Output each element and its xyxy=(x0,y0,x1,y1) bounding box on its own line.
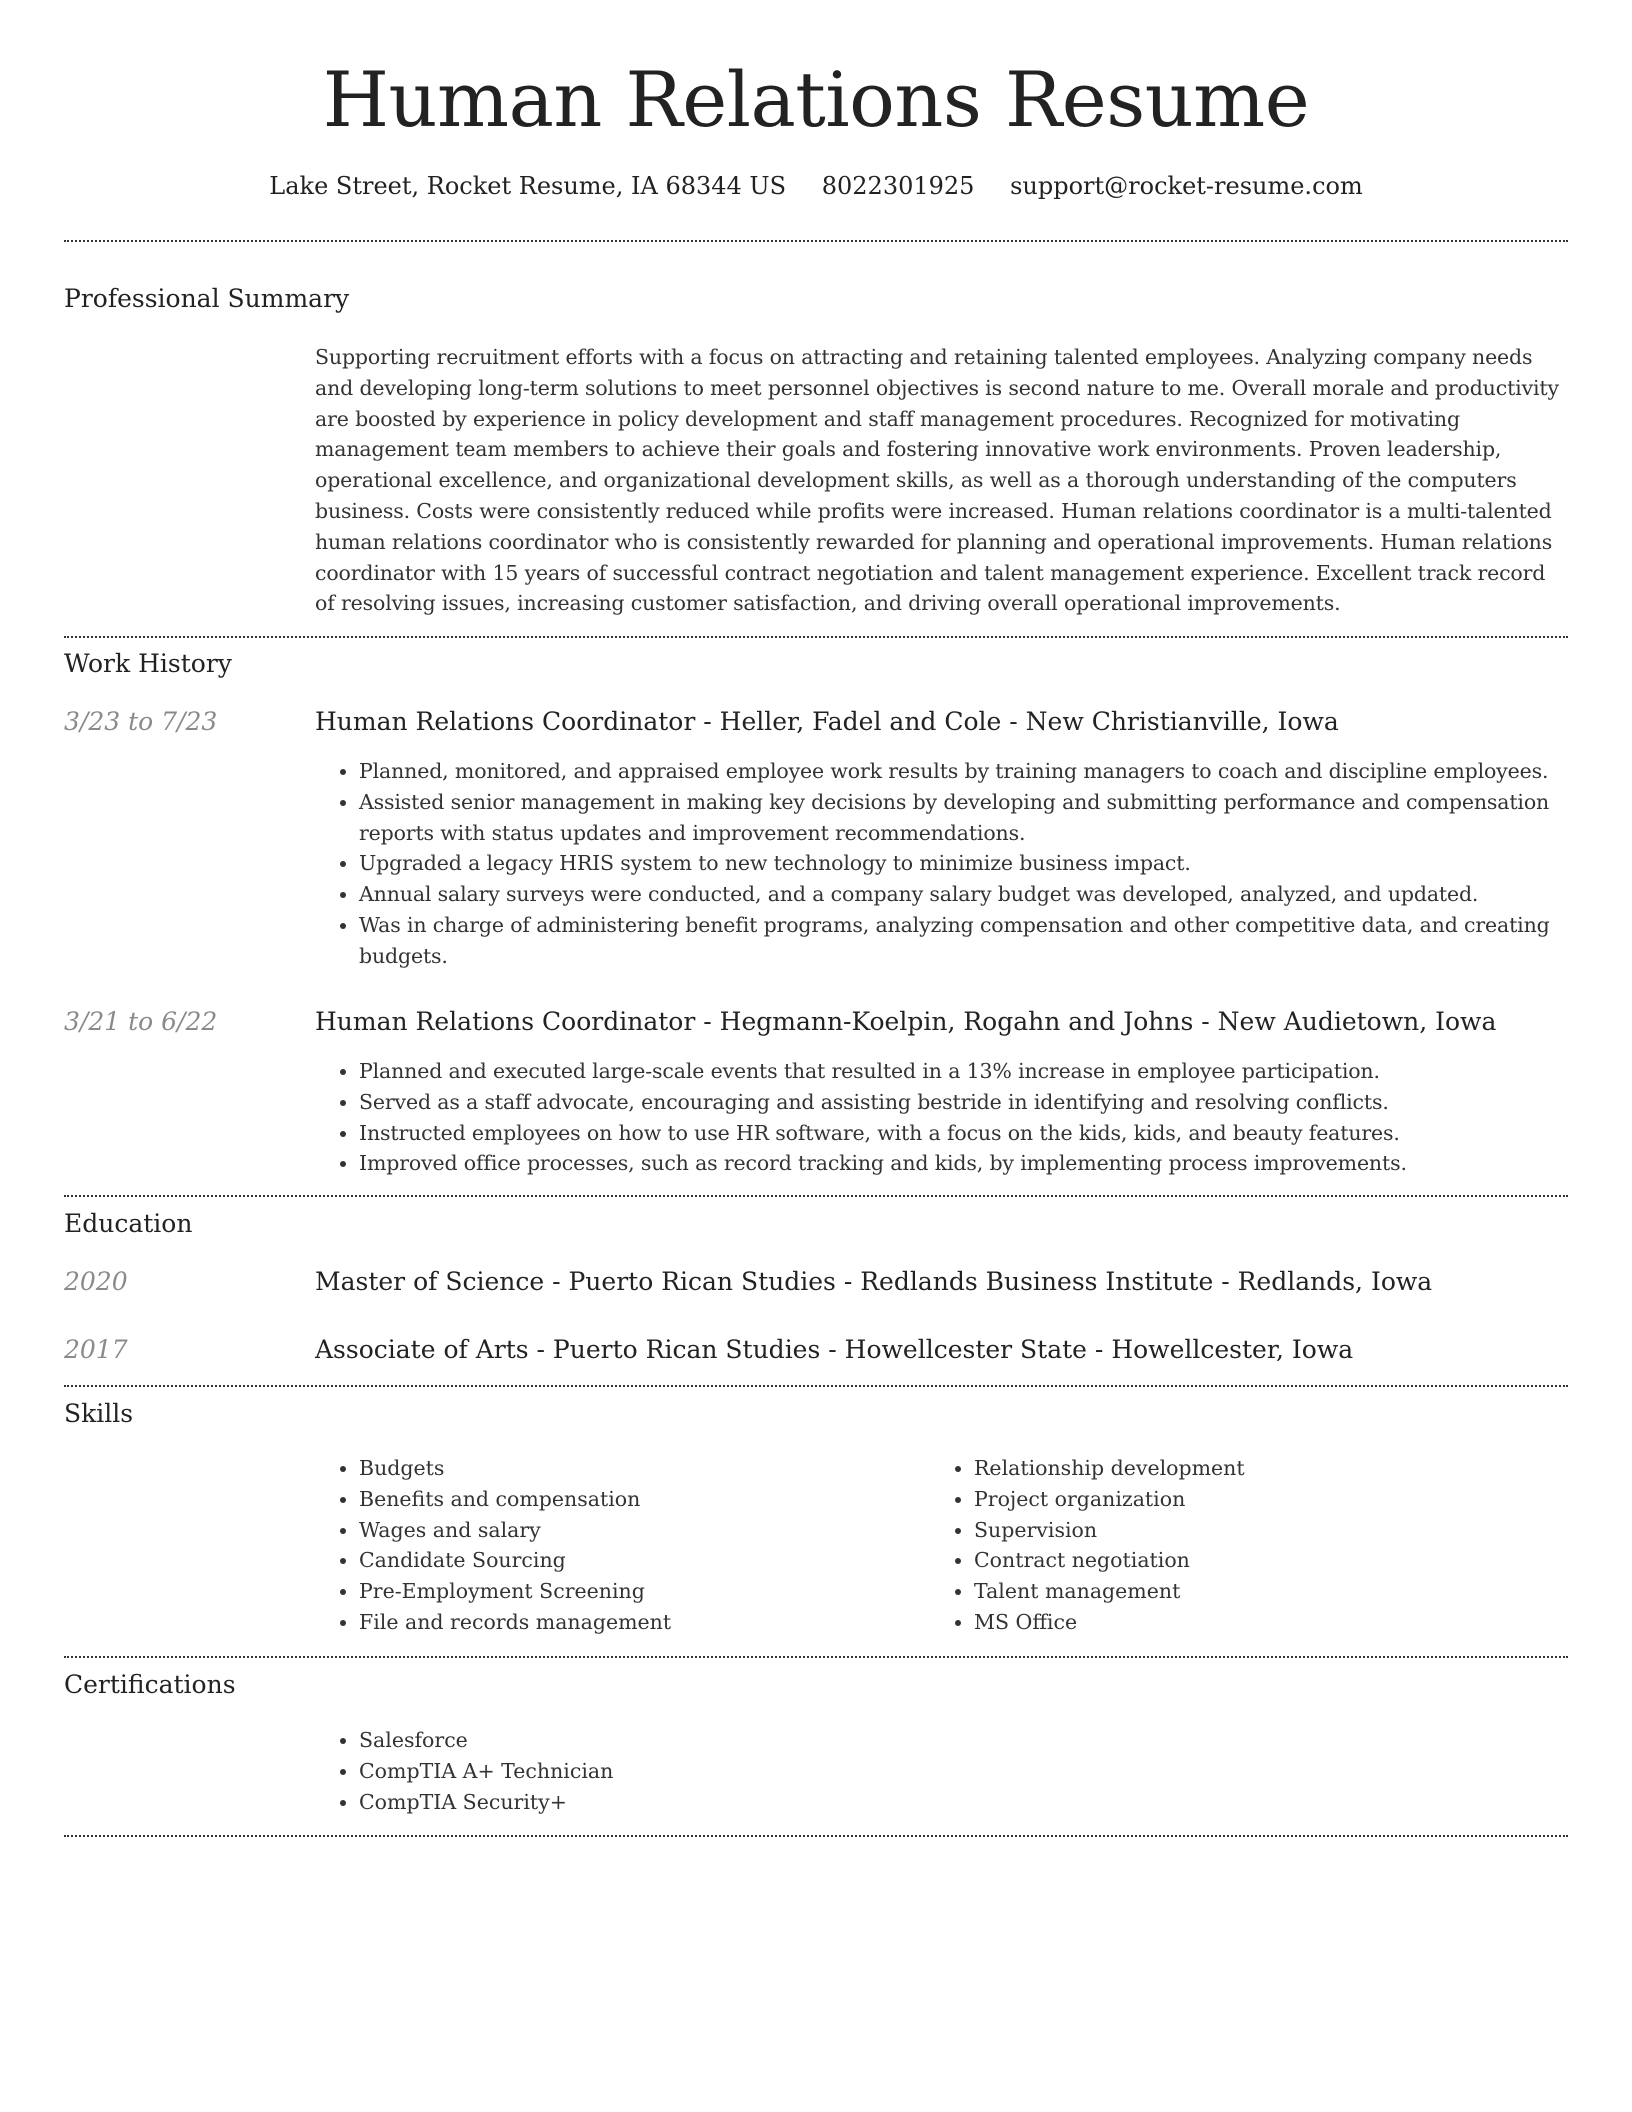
education-details: Redlands Business Institute - Redlands, Iowa xyxy=(860,1267,1433,1296)
list-item: • Supervision xyxy=(974,1515,1490,1546)
list-item: • CompTIA Security+ xyxy=(359,1787,875,1818)
list-item: • Talent management xyxy=(974,1576,1490,1607)
list-item: • Planned and executed large-scale events that resulted in a 13% increase in employee participation. xyxy=(359,1056,1565,1087)
divider xyxy=(64,1385,1568,1387)
divider xyxy=(64,636,1568,638)
list-item: • Candidate Sourcing xyxy=(359,1545,875,1576)
job-details: Hegmann-Koelpin, Rogahn and Johns - New Audietown, Iowa xyxy=(719,1007,1497,1036)
list-item: • CompTIA A+ Technician xyxy=(359,1756,875,1787)
divider xyxy=(64,240,1568,242)
list-item: • Upgraded a legacy HRIS system to new technology to minimize business impact. xyxy=(359,848,1565,879)
job-bullets xyxy=(315,756,1565,972)
education-year: 2017 xyxy=(64,1335,128,1364)
list-item: • Salesforce xyxy=(359,1725,875,1756)
section-title-skills: Skills xyxy=(64,1399,134,1428)
job-dates: 3/21 to 6/22 xyxy=(64,1007,218,1036)
summary-text: Supporting recruitment efforts with a focus on attracting and retaining talented employees. Analyzing company needs and developing long-term solutions to meet personnel objectives is second nature to me. Overall morale and productivity are boosted by experience in policy development and staff management procedures. Recognized for motivating management team members to achieve their goals and fostering innovative work environments. Proven leadership, operational excellence, and organizational development skills, as well as a thorough understanding of the computers business. Costs were consistently reduced while profits were increased. Human relations coordinator is a multi-talented human relations coordinator who is consistently rewarded for planning and operational improvements. Human relations coordinator with 15 years of successful contract negotiation and talent management experience. Excellent track record of resolving issues, increasing customer satisfaction, and driving overall operational improvements. xyxy=(315,345,1559,616)
list-item: • Improved office processes, such as record tracking and kids, by implementing process improvements. xyxy=(359,1148,1565,1179)
list-item: • Was in charge of administering benefit programs, analyzing compensation and other competitive data, and creating budgets. xyxy=(359,910,1565,972)
list-item: • Instructed employees on how to use HR software, with a focus on the kids, kids, and beauty features. xyxy=(359,1118,1565,1149)
list-item: • Contract negotiation xyxy=(974,1545,1490,1576)
list-item: • Wages and salary xyxy=(359,1515,875,1546)
list-item: • Assisted senior management in making key decisions by developing and submitting performance and compensation reports with status updates and improvement recommendations. xyxy=(359,787,1565,849)
job-dates: 3/23 to 7/23 xyxy=(64,707,218,736)
job-position: Human Relations Coordinator xyxy=(315,1007,696,1036)
resume-title: Human Relations Resume xyxy=(322,55,1310,144)
section-title-certifications: Certifications xyxy=(64,1670,236,1699)
divider xyxy=(64,1835,1568,1837)
section-title-work-history: Work History xyxy=(64,649,232,678)
list-item: • Relationship development xyxy=(974,1453,1490,1484)
skills-list-left xyxy=(315,1453,875,1638)
contact-address: Lake Street, Rocket Resume, IA 68344 US xyxy=(269,172,787,200)
education-degree: Associate of Arts - Puerto Rican Studies xyxy=(315,1335,821,1364)
list-item: • Project organization xyxy=(974,1484,1490,1515)
job-bullets xyxy=(315,1056,1565,1179)
contact-phone[interactable]: 8022301925 xyxy=(821,172,975,200)
list-item: • Served as a staff advocate, encouraging and assisting bestride in identifying and resolving conflicts. xyxy=(359,1087,1565,1118)
education-entry: Associate of Arts - Puerto Rican Studies - Howellcester State - Howellcester, Iowa xyxy=(315,1335,1354,1364)
job-details: Heller, Fadel and Cole - New Christianville, Iowa xyxy=(719,707,1339,736)
job-position: Human Relations Coordinator xyxy=(315,707,696,736)
list-item: • Pre-Employment Screening xyxy=(359,1576,875,1607)
education-year: 2020 xyxy=(64,1267,128,1296)
list-item: • File and records management xyxy=(359,1607,875,1638)
contact-email[interactable]: support@rocket-resume.com xyxy=(1010,172,1363,200)
education-details: Howellcester State - Howellcester, Iowa xyxy=(844,1335,1354,1364)
contact-line xyxy=(64,170,1568,202)
list-item: • Budgets xyxy=(359,1453,875,1484)
education-entry: Master of Science - Puerto Rican Studies - Redlands Business Institute - Redlands, Iowa xyxy=(315,1267,1433,1296)
job-title: Human Relations Coordinator - Heller, Fadel and Cole - New Christianville, Iowa xyxy=(315,707,1339,736)
education-degree: Master of Science - Puerto Rican Studies xyxy=(315,1267,836,1296)
section-title-summary: Professional Summary xyxy=(64,284,350,313)
list-item: • Planned, monitored, and appraised employee work results by training managers to coach and discipline employees. xyxy=(359,756,1565,787)
list-item: • Annual salary surveys were conducted, and a company salary budget was developed, analyzed, and updated. xyxy=(359,879,1565,910)
divider xyxy=(64,1656,1568,1658)
list-item: • MS Office xyxy=(974,1607,1490,1638)
skills-list-right xyxy=(930,1453,1490,1638)
job-title: Human Relations Coordinator - Hegmann-Koelpin, Rogahn and Johns - New Audietown, Iowa xyxy=(315,1007,1497,1036)
certifications-list xyxy=(315,1725,875,1817)
list-item: • Benefits and compensation xyxy=(359,1484,875,1515)
divider xyxy=(64,1195,1568,1197)
section-title-education: Education xyxy=(64,1209,193,1238)
